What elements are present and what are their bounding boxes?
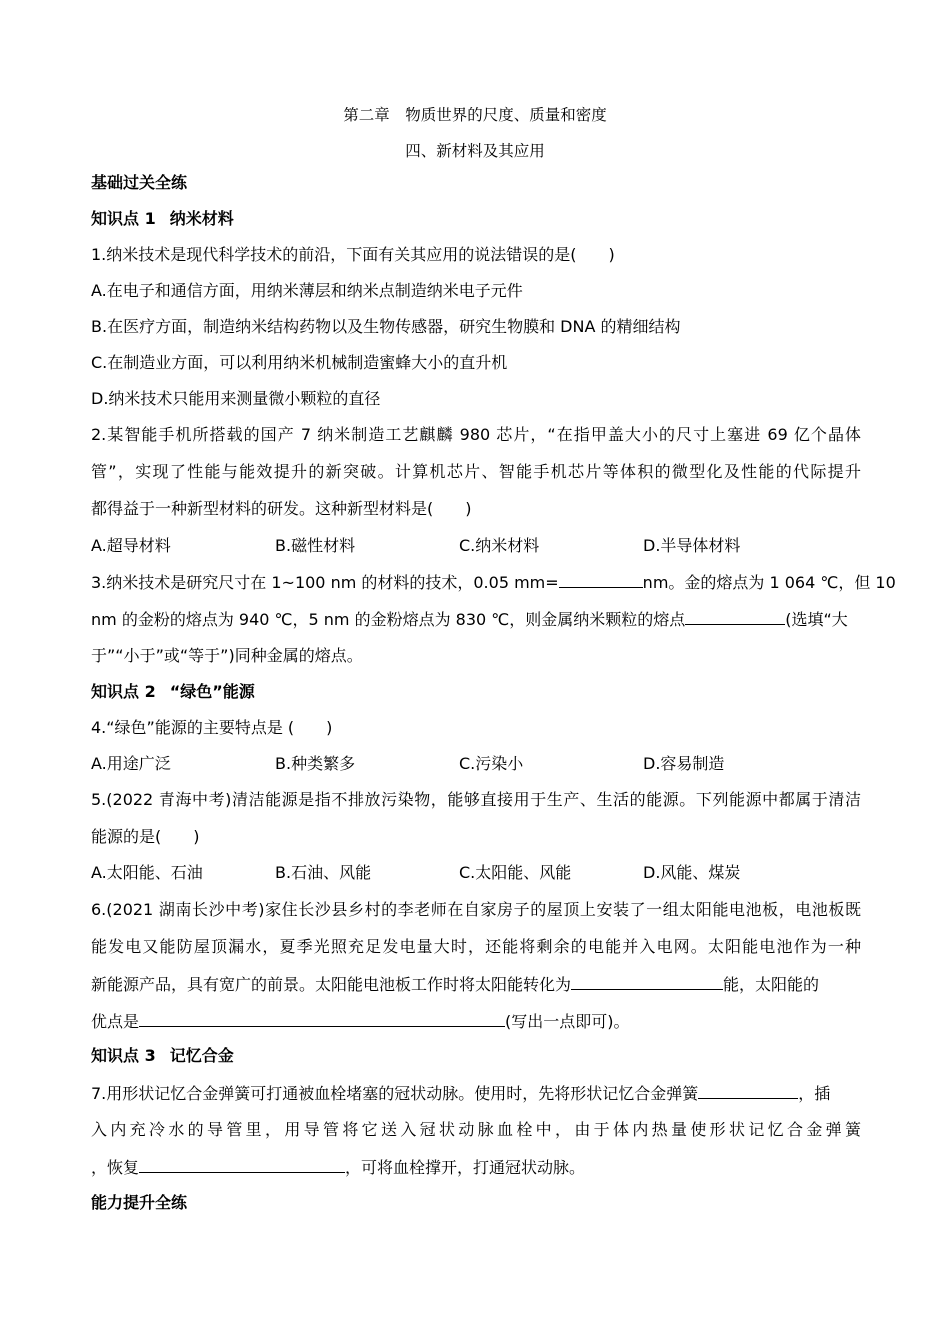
knowledge-point-2-heading (91, 682, 861, 702)
question-2-option-a: A.超导材料 (91, 536, 171, 555)
kp-title: “绿色”能源 (169, 682, 255, 701)
question-6-line-4 (91, 1011, 861, 1032)
knowledge-point-1-heading (91, 209, 861, 229)
question-3-line-2 (91, 609, 861, 630)
question-6-text: 能，太阳能的 (723, 975, 820, 994)
question-3-line-1 (91, 572, 896, 593)
question-4-option-d: D.容易制造 (643, 754, 725, 773)
practice-basic-heading: 基础过关全练 (91, 173, 188, 192)
question-3-text: 3.纳米技术是研究尺寸在 1~100 nm 的材料的技术，0.05 mm= (91, 573, 559, 592)
question-3-line-3: 于”“小于”或“等于”)同种金属的熔点。 (91, 646, 363, 665)
question-3-text: (选填“大 (785, 610, 848, 629)
question-7-line-3 (91, 1157, 861, 1178)
knowledge-point-3-heading (91, 1046, 861, 1066)
section-title: 四、新材料及其应用 (405, 142, 545, 160)
kp-label: 知识点 3 (91, 1046, 156, 1065)
question-5-options (91, 863, 861, 883)
question-4-option-b: B.种类繁多 (275, 754, 356, 773)
question-6-line-2: 能发电又能防屋顶漏水，夏季光照充足发电量大时，还能将剩余的电能并入电网。太阳能电池作为一种 (91, 937, 861, 956)
question-1-option-a: A.在电子和通信方面，用纳米薄层和纳米点制造纳米电子元件 (91, 281, 523, 300)
answer-blank[interactable] (139, 1157, 345, 1173)
chapter-title: 第二章 物质世界的尺度、质量和密度 (343, 106, 607, 124)
question-7-text: 7.用形状记忆合金弹簧可打通被血栓堵塞的冠状动脉。使用时，先将形状记忆合金弹簧 (91, 1084, 699, 1103)
question-4-option-a: A.用途广泛 (91, 754, 171, 773)
answer-blank[interactable] (139, 1011, 505, 1027)
kp-title: 纳米材料 (169, 209, 234, 228)
question-5-option-b: B.石油、风能 (275, 863, 372, 882)
question-7-line-2: 入内充冷水的导管里，用导管将它送入冠状动脉血栓中，由于体内热量使形状记忆合金弹簧 (91, 1120, 861, 1139)
question-6-text: 新能源产品，具有宽广的前景。太阳能电池板工作时将太阳能转化为 (91, 975, 572, 994)
question-2-option-c: C.纳米材料 (459, 536, 540, 555)
kp-title: 记忆合金 (169, 1046, 234, 1065)
question-1-option-b: B.在医疗方面，制造纳米结构药物以及生物传感器，研究生物膜和 DNA 的精细结构 (91, 317, 681, 336)
question-4-stem: 4.“绿色”能源的主要特点是 ( ) (91, 718, 333, 737)
question-1-stem: 1.纳米技术是现代科学技术的前沿，下面有关其应用的说法错误的是( ) (91, 245, 615, 264)
question-2-line-1: 2.某智能手机所搭载的国产 7 纳米制造工艺麒麟 980 芯片，“在指甲盖大小的尺寸上塞进 69 亿个晶体 (91, 425, 861, 444)
question-7-line-1 (91, 1083, 861, 1104)
question-2-option-d: D.半导体材料 (643, 536, 741, 555)
question-5-option-a: A.太阳能、石油 (91, 863, 203, 882)
question-5-option-d: D.风能、煤炭 (643, 863, 741, 882)
question-2-line-3: 都得益于一种新型材料的研发。这种新型材料是( ) (91, 499, 472, 518)
question-2-line-2: 管”，实现了性能与能效提升的新突破。计算机芯片、智能手机芯片等体积的微型化及性能的代际提升 (91, 462, 861, 481)
question-4-options (91, 754, 861, 774)
answer-blank[interactable] (571, 974, 723, 990)
practice-advanced-heading: 能力提升全练 (91, 1193, 188, 1212)
question-5-option-c: C.太阳能、风能 (459, 863, 572, 882)
question-5-line-1: 5.(2022 青海中考)清洁能源是指不排放污染物，能够直接用于生产、生活的能源。下列能源中都属于清洁 (91, 790, 861, 809)
question-2-options (91, 536, 861, 556)
question-6-text: (写出一点即可)。 (505, 1012, 630, 1031)
question-5-line-2: 能源的是( ) (91, 827, 200, 846)
question-6-line-3 (91, 974, 861, 995)
answer-blank[interactable] (559, 572, 643, 588)
question-6-line-1: 6.(2021 湖南长沙中考)家住长沙县乡村的李老师在自家房子的屋顶上安装了一组太阳能电池板，电池板既 (91, 900, 861, 919)
kp-label: 知识点 1 (91, 209, 156, 228)
question-1-option-c: C.在制造业方面，可以利用纳米机械制造蜜蜂大小的直升机 (91, 353, 508, 372)
question-2-option-b: B.磁性材料 (275, 536, 356, 555)
question-6-text: 优点是 (91, 1012, 140, 1031)
question-7-text: ，插 (798, 1084, 831, 1103)
question-3-text: nm。金的熔点为 1 064 ℃，但 10 (642, 573, 896, 592)
question-4-option-c: C.污染小 (459, 754, 524, 773)
question-1-option-d: D.纳米技术只能用来测量微小颗粒的直径 (91, 389, 381, 408)
question-7-text: ，恢复 (91, 1158, 140, 1177)
answer-blank[interactable] (698, 1083, 798, 1099)
question-7-text: ，可将血栓撑开，打通冠状动脉。 (345, 1158, 586, 1177)
kp-label: 知识点 2 (91, 682, 156, 701)
question-3-text: nm 的金粉的熔点为 940 ℃，5 nm 的金粉熔点为 830 ℃，则金属纳米颗粒的熔点 (91, 610, 686, 629)
answer-blank[interactable] (685, 609, 785, 625)
